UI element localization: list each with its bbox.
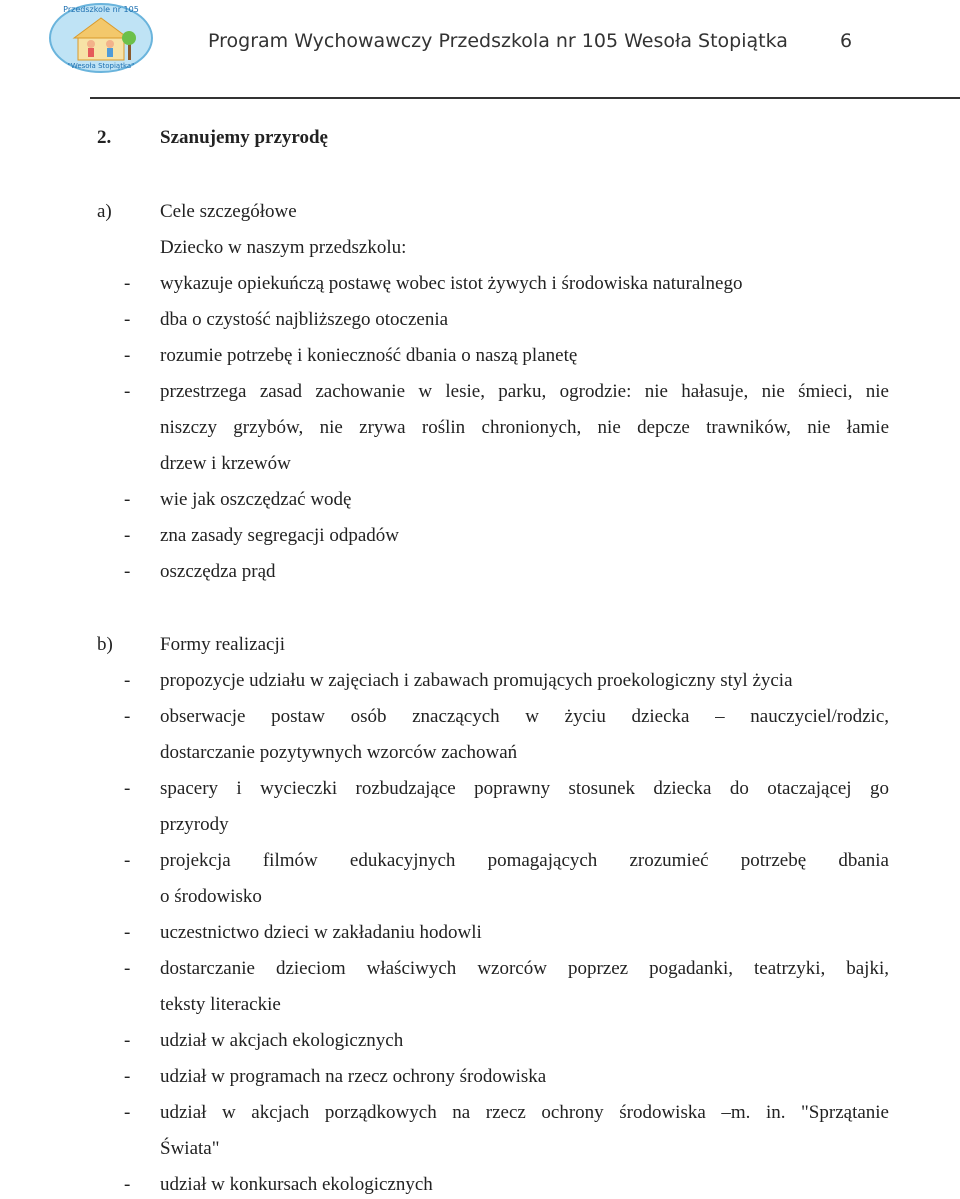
list-bullet: - bbox=[124, 958, 131, 979]
list-item-continuation: drzew i krzewów bbox=[160, 453, 291, 474]
part-a-intro: Dziecko w naszym przedszkolu: bbox=[160, 237, 407, 258]
list-item-continuation: Świata" bbox=[160, 1138, 220, 1159]
list-bullet: - bbox=[124, 670, 131, 691]
list-item-continuation: o środowisko bbox=[160, 886, 262, 907]
part-a-marker: a) bbox=[97, 201, 112, 222]
list-item: uczestnictwo dzieci w zakładaniu hodowli bbox=[160, 922, 482, 943]
list-item: spacery i wycieczki rozbudzające poprawny stosunek dziecka do otaczającej go bbox=[160, 778, 889, 799]
list-bullet: - bbox=[124, 1102, 131, 1123]
svg-text:Przedszkole nr 105: Przedszkole nr 105 bbox=[63, 5, 139, 14]
list-bullet: - bbox=[124, 706, 131, 727]
part-b-marker: b) bbox=[97, 634, 113, 655]
list-item: rozumie potrzebę i konieczność dbania o naszą planetę bbox=[160, 345, 578, 366]
list-item: propozycje udziału w zajęciach i zabawach promujących proekologiczny styl życia bbox=[160, 670, 793, 691]
list-item: zna zasady segregacji odpadów bbox=[160, 525, 399, 546]
list-item: wykazuje opiekuńczą postawę wobec istot żywych i środowiska naturalnego bbox=[160, 273, 743, 294]
list-item: przestrzega zasad zachowanie w lesie, parku, ogrodzie: nie hałasuje, nie śmieci, nie bbox=[160, 381, 889, 402]
list-bullet: - bbox=[124, 1066, 131, 1087]
list-bullet: - bbox=[124, 1030, 131, 1051]
list-item: wie jak oszczędzać wodę bbox=[160, 489, 352, 510]
list-item-continuation: teksty literackie bbox=[160, 994, 281, 1015]
list-item-continuation: niszczy grzybów, nie zrywa roślin chronionych, nie depcze trawników, nie łamie bbox=[160, 417, 889, 438]
list-item: projekcja filmów edukacyjnych pomagających zrozumieć potrzebę dbania bbox=[160, 850, 889, 871]
header-divider bbox=[90, 97, 960, 99]
list-item: dostarczanie dzieciom właściwych wzorców poprzez pogadanki, teatrzyki, bajki, bbox=[160, 958, 889, 979]
list-bullet: - bbox=[124, 922, 131, 943]
page-number: 6 bbox=[840, 30, 853, 52]
list-bullet: - bbox=[124, 273, 131, 294]
list-item: udział w programach na rzecz ochrony środowiska bbox=[160, 1066, 547, 1087]
list-item-continuation: przyrody bbox=[160, 814, 229, 835]
list-item: oszczędza prąd bbox=[160, 561, 276, 582]
list-item-continuation: dostarczanie pozytywnych wzorców zachowań bbox=[160, 742, 518, 763]
list-bullet: - bbox=[124, 381, 131, 402]
document-header-title: Program Wychowawczy Przedszkola nr 105 Wesoła Stopiątka bbox=[208, 30, 788, 52]
list-bullet: - bbox=[124, 309, 131, 330]
list-bullet: - bbox=[124, 850, 131, 871]
list-bullet: - bbox=[124, 1174, 131, 1195]
section-title: Szanujemy przyrodę bbox=[160, 127, 328, 148]
list-item: obserwacje postaw osób znaczących w życiu dziecka – nauczyciel/rodzic, bbox=[160, 706, 889, 727]
list-bullet: - bbox=[124, 525, 131, 546]
list-bullet: - bbox=[124, 489, 131, 510]
list-item: udział w akcjach porządkowych na rzecz ochrony środowiska –m. in. "Sprzątanie bbox=[160, 1102, 889, 1123]
list-item: dba o czystość najbliższego otoczenia bbox=[160, 309, 449, 330]
section-number: 2. bbox=[97, 127, 112, 148]
svg-text:"Wesoła Stopiątka": "Wesoła Stopiątka" bbox=[67, 62, 135, 70]
school-logo bbox=[48, 2, 154, 74]
part-a-title: Cele szczegółowe bbox=[160, 201, 297, 222]
part-b-title: Formy realizacji bbox=[160, 634, 286, 655]
list-bullet: - bbox=[124, 778, 131, 799]
list-item: udział w akcjach ekologicznych bbox=[160, 1030, 404, 1051]
list-bullet: - bbox=[124, 345, 131, 366]
list-item: udział w konkursach ekologicznych bbox=[160, 1174, 433, 1195]
list-bullet: - bbox=[124, 561, 131, 582]
page-header bbox=[0, 0, 960, 100]
